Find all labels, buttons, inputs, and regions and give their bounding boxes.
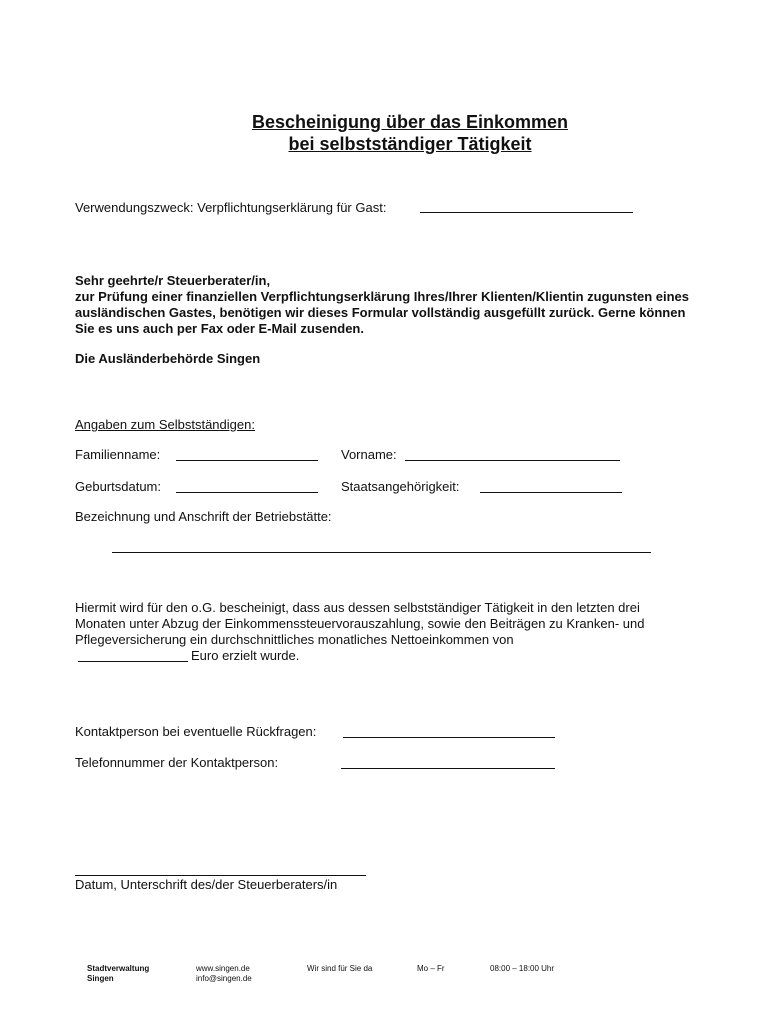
betriebsstaette-label: Bezeichnung und Anschrift der Betriebstätte: [75,509,332,524]
staatsangehoerigkeit-label: Staatsangehörigkeit: [341,479,460,494]
geburtsdatum-field[interactable] [176,492,318,493]
certification-line-4: Euro erzielt wurde. [191,648,300,663]
certification-line-3: Pflegeversicherung ein durchschnittliches monatliches Nettoeinkommen von [75,632,514,647]
vorname-label: Vorname: [341,447,397,462]
footer-days: Mo – Fr [417,964,445,973]
title-line-1: Bescheinigung über das Einkommen [251,112,569,132]
page-title [0,111,770,155]
footer-organisation [87,964,149,984]
income-amount-field[interactable] [78,661,188,662]
certification-line-2: Monaten unter Abzug der Einkommenssteuervorauszahlung, sowie den Beiträgen zu Kranken- und [75,616,645,631]
footer-org-line-2: Singen [87,974,114,983]
staatsangehoerigkeit-field[interactable] [480,492,622,493]
letter-body-line-1: zur Prüfung einer finanziellen Verpflichtungserklärung Ihres/Ihrer Klienten/Klientin zugunsten eines [75,289,689,304]
certification-paragraph [75,600,644,648]
contact-phone-label: Telefonnummer der Kontaktperson: [75,755,279,770]
contact-person-field[interactable] [343,737,555,738]
certification-line-1: Hiermit wird für den o.G. bescheinigt, dass aus dessen selbstständiger Tätigkeit in den letzten drei [75,600,640,615]
footer-org-line-1: Stadtverwaltung [87,964,150,973]
footer-hours: 08:00 – 18:00 Uhr [490,964,555,973]
betriebsstaette-field[interactable] [112,552,651,553]
letter-body-line-2: ausländischen Gastes, benötigen wir dieses Formular vollständig ausgefüllt zurück. Gerne können [75,305,686,320]
letter-signature: Die Ausländerbehörde Singen [75,351,261,366]
letter-greeting: Sehr geehrte/r Steuerberater/in, [75,273,271,288]
geburtsdatum-label: Geburtsdatum: [75,479,161,494]
footer-web[interactable]: www.singen.de [196,964,250,973]
title-line-2: bei selbstständiger Tätigkeit [288,134,532,154]
signature-label: Datum, Unterschrift des/der Steuerberaters/in [75,877,338,892]
familienname-label: Familienname: [75,447,161,462]
footer-hours-label: Wir sind für Sie da [307,964,373,973]
purpose-label: Verwendungszweck: Verpflichtungserklärung für Gast: [75,200,387,215]
letter-body-line-3: Sie es uns auch per Fax oder E-Mail zusenden. [75,321,364,336]
contact-phone-field[interactable] [341,768,555,769]
contact-person-label: Kontaktperson bei eventuelle Rückfragen: [75,724,317,739]
guest-name-field[interactable] [420,212,633,213]
signature-field[interactable] [75,875,366,876]
footer-contact [196,964,252,984]
vorname-field[interactable] [405,460,620,461]
section-heading: Angaben zum Selbstständigen: [75,417,255,432]
familienname-field[interactable] [176,460,318,461]
footer-email[interactable]: info@singen.de [196,974,252,983]
